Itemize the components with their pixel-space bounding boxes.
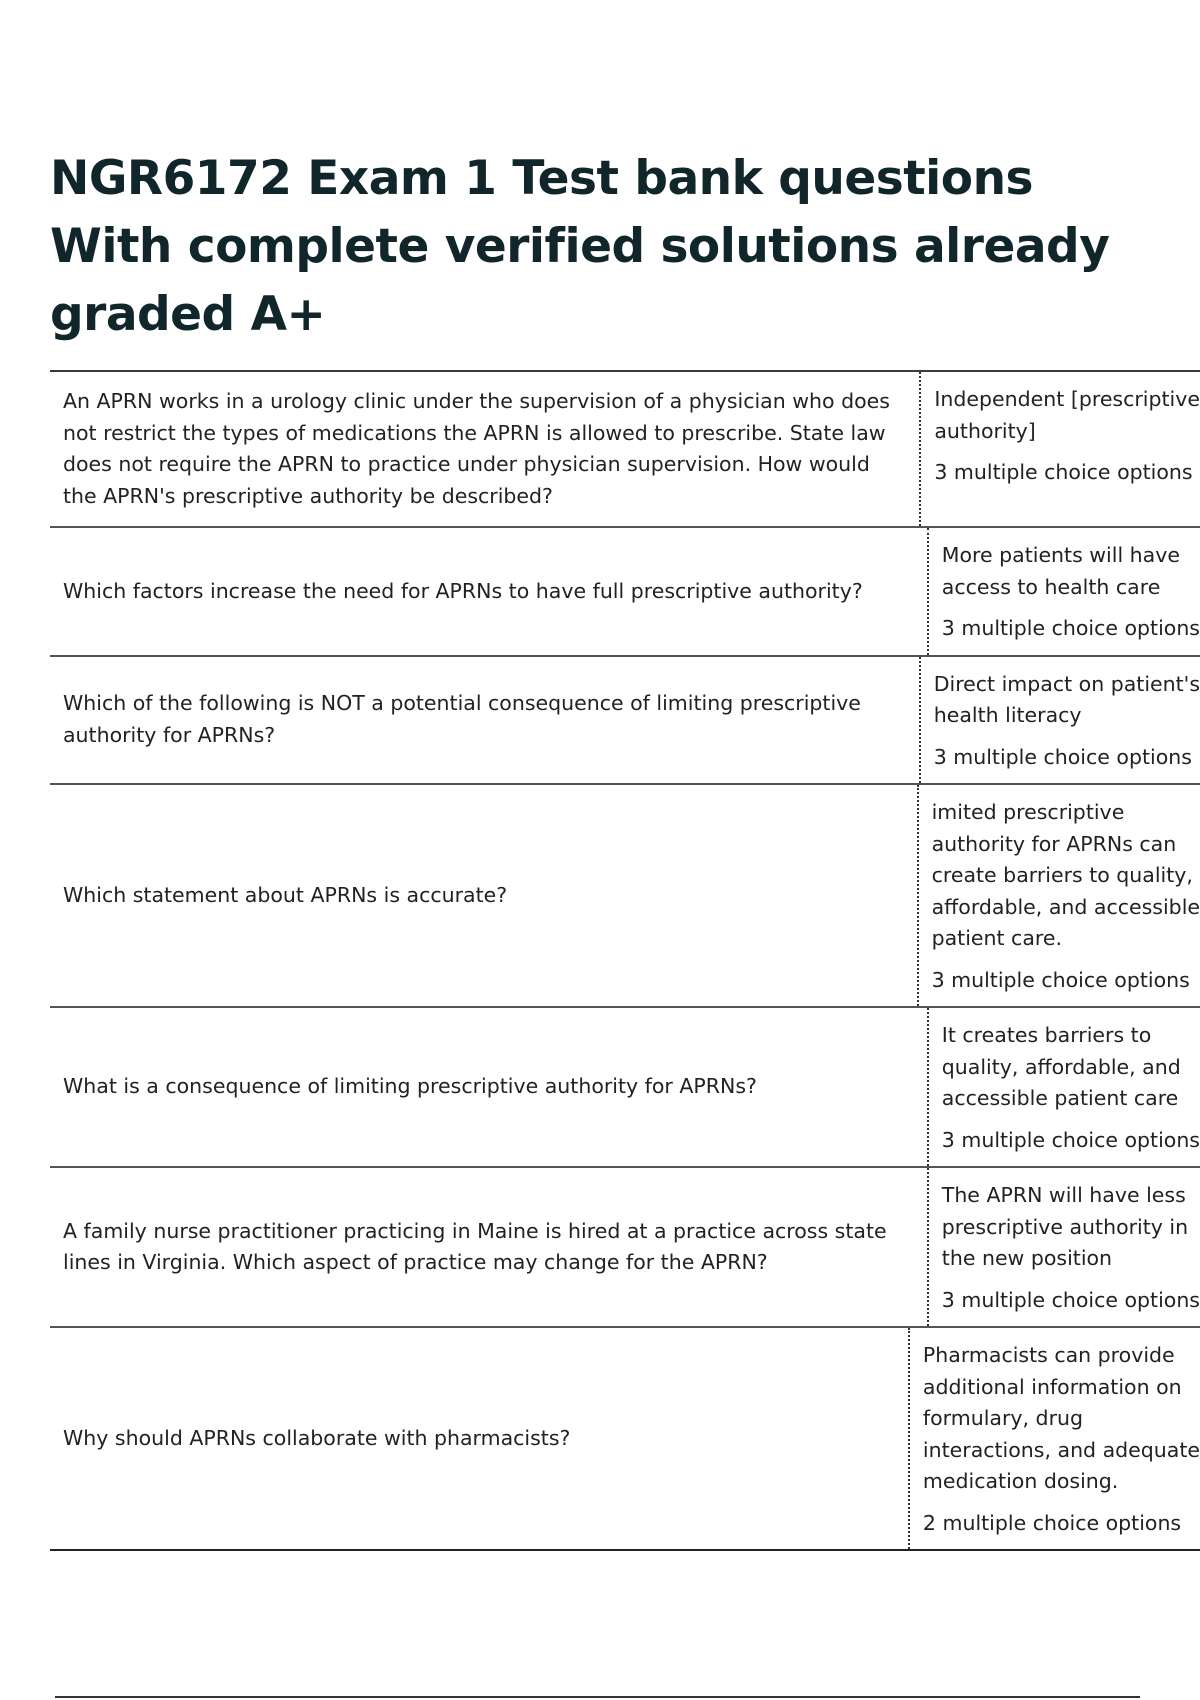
answer-text-line: interactions, and adequate [922, 1437, 1200, 1462]
answer-cell [921, 657, 1200, 784]
answer-text-line: authority for APRNs can [931, 831, 1177, 856]
answer-text-line: Independent [prescriptive [934, 387, 1200, 411]
answer-text-line: More patients will have [941, 543, 1180, 567]
answer-text-line: imited prescriptive [931, 800, 1125, 824]
footer-divider [55, 1696, 1140, 1698]
answer-text-line: quality, affordable, and [941, 1054, 1181, 1079]
multiple-choice-count: 3 multiple choice options [941, 616, 1200, 640]
qa-row [50, 372, 1200, 528]
answer-cell [910, 1328, 1200, 1549]
multiple-choice-count: 3 multiple choice options [933, 744, 1192, 769]
answer-cell [929, 528, 1200, 655]
answer-text-line: authority] [934, 418, 1036, 443]
qa-row [50, 1328, 1200, 1551]
answer-text-line: additional information on [922, 1374, 1182, 1399]
question-text: Which factors increase the need for APRNs to have full prescriptive authority? [50, 528, 929, 655]
qa-row [50, 1168, 1200, 1328]
answer-text-line: The APRN will have less [941, 1183, 1186, 1207]
answer-cell [921, 372, 1200, 526]
multiple-choice-count: 3 multiple choice options [931, 967, 1190, 992]
question-text: What is a consequence of limiting prescriptive authority for APRNs? [50, 1008, 929, 1166]
question-text: Which of the following is NOT a potential consequence of limiting prescriptive authority for APRNs? [50, 657, 921, 784]
multiple-choice-count: 2 multiple choice options [922, 1510, 1182, 1535]
qa-row [50, 1008, 1200, 1168]
question-text: Why should APRNs collaborate with pharmacists? [50, 1328, 910, 1549]
qa-table [50, 370, 1200, 1551]
answer-text-line: the new position [941, 1246, 1113, 1270]
multiple-choice-count: 3 multiple choice options [934, 460, 1193, 484]
page-title: NGR6172 Exam 1 Test bank questions With complete verified solutions already graded A+ [50, 151, 1110, 342]
question-text: Which statement about APRNs is accurate? [50, 785, 919, 1006]
answer-text-line: medication dosing. [922, 1469, 1119, 1493]
answer-text-line: access to health care [941, 574, 1161, 599]
answer-text-line: accessible patient care [941, 1086, 1179, 1110]
answer-cell [919, 785, 1200, 1006]
answer-text-line: It creates barriers to [941, 1023, 1152, 1047]
answer-cell [929, 1008, 1200, 1166]
answer-text-line: formulary, drug [922, 1406, 1084, 1430]
multiple-choice-count: 3 multiple choice options [941, 1127, 1200, 1152]
question-text: A family nurse practitioner practicing in Maine is hired at a practice across state lines in Virginia. Which aspect of practice may change for the APRN? [50, 1168, 929, 1326]
answer-text-line: patient care. [931, 926, 1063, 950]
qa-row [50, 657, 1200, 786]
answer-text-line: Direct impact on patient's [933, 671, 1200, 696]
answer-text-line: Pharmacists can provide [922, 1343, 1175, 1367]
multiple-choice-count: 3 multiple choice options [941, 1287, 1200, 1312]
answer-text-line: affordable, and accessible [931, 894, 1200, 919]
question-text: An APRN works in a urology clinic under the supervision of a physician who does not restrict the types of medications the APRN is allowed to prescribe. State law does not require the APRN to practice under physician supervision. How would the APRN's prescriptive authority be described? [50, 372, 921, 526]
qa-row [50, 785, 1200, 1008]
answer-text-line: health literacy [933, 703, 1082, 727]
answer-text-line: create barriers to quality, [931, 863, 1193, 887]
answer-cell [929, 1168, 1200, 1326]
qa-row [50, 528, 1200, 657]
answer-text-line: prescriptive authority in [941, 1214, 1189, 1239]
